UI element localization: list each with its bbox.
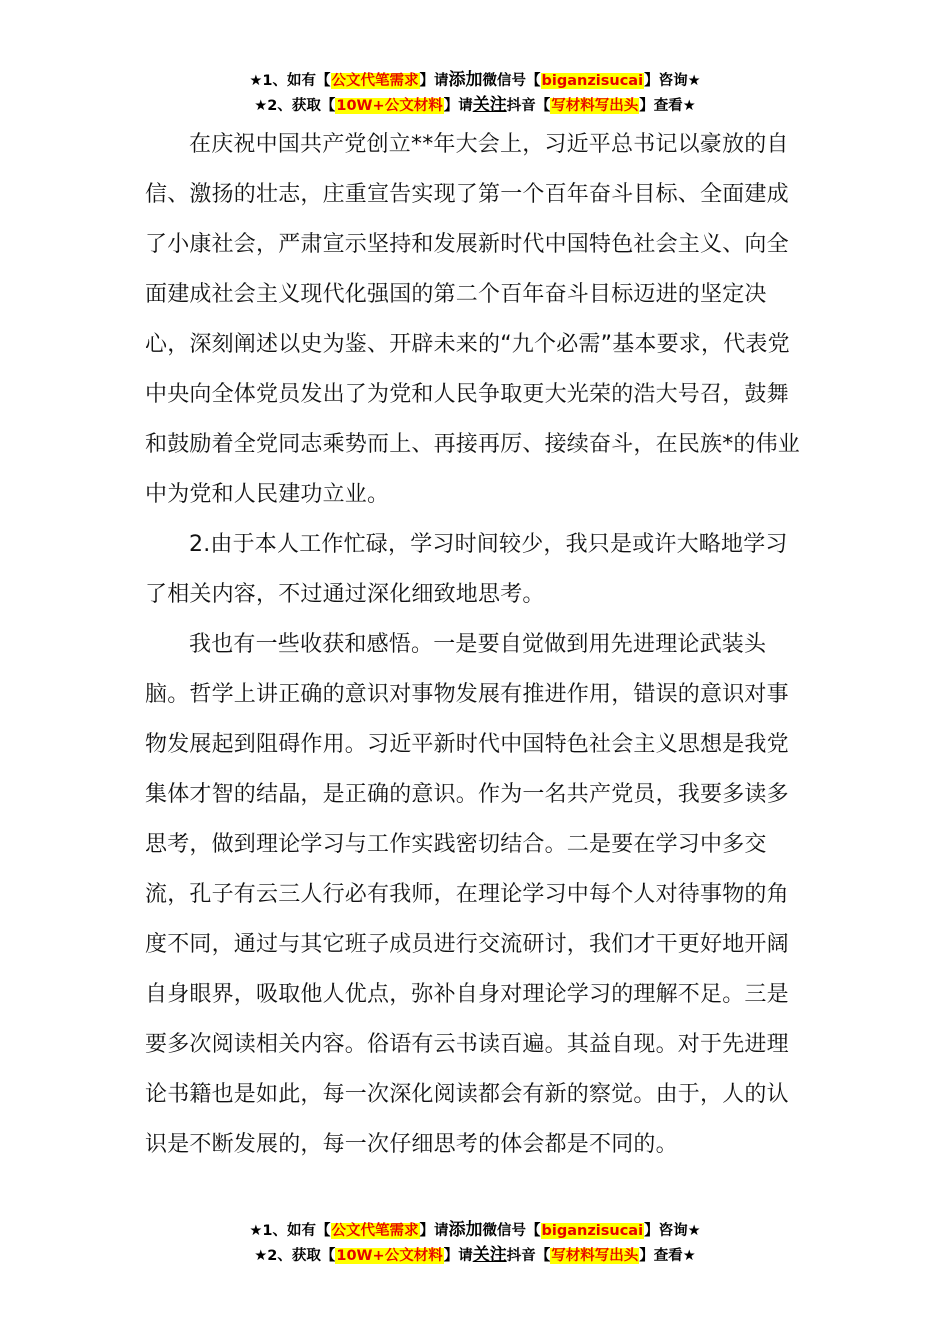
banner-text: 】请: [419, 73, 449, 89]
banner-line-1: [0, 68, 950, 93]
banner-highlight: biganzisucai: [541, 1223, 644, 1239]
banner-line-1: [0, 1218, 950, 1243]
paragraph-2: 2.由于本人工作忙碌，学习时间较少，我只是或许大略地学习了相关内容，不过通过深化细致地思考。: [145, 532, 788, 607]
banner-emphasis: 添加: [448, 70, 483, 90]
banner-text: 微信号【: [482, 73, 541, 89]
banner-line-2: [0, 1243, 950, 1268]
banner-emphasis: 添加: [448, 1220, 483, 1240]
header-banner: [0, 68, 950, 118]
banner-prefix: ★1、如有【: [249, 1223, 331, 1239]
document-body: [145, 120, 807, 1170]
banner-text: 抖音【: [506, 1248, 551, 1264]
banner-highlight: 10W+公文材料: [336, 98, 443, 114]
banner-emphasis: 关注: [472, 1245, 507, 1265]
banner-text: 】请: [443, 1248, 473, 1264]
banner-highlight: biganzisucai: [541, 73, 644, 89]
banner-line-2: [0, 93, 950, 118]
banner-highlight: 写材料写出头: [551, 1248, 639, 1264]
footer-banner: [0, 1218, 950, 1268]
paragraph-1: 在庆祝中国共产党创立**年大会上，习近平总书记以豪放的自信、激扬的壮志，庄重宣告实现了第一个百年奋斗目标、全面建成了小康社会，严肃宣示坚持和发展新时代中国特色社会主义、向全面建成社会主义现代化强国的第二个百年奋斗目标迈进的坚定决心，深刻阐述以史为鉴、开辟未来的“九个必需”基本要求，代表党中央向全体党员发出了为党和人民争取更大光荣的浩大号召，鼓舞和鼓励着全党同志乘势而上、再接再厉、接续奋斗，在民族*的伟业中为党和人民建功立业。: [145, 132, 801, 507]
banner-text: 抖音【: [506, 98, 551, 114]
banner-text: 】请: [443, 98, 473, 114]
paragraph-3: 我也有一些收获和感悟。一是要自觉做到用先进理论武装头脑。哲学上讲正确的意识对事物发展有推进作用，错误的意识对事物发展起到阻碍作用。习近平新时代中国特色社会主义思想是我党集体才智的结晶，是正确的意识。作为一名共产党员，我要多读多思考，做到理论学习与工作实践密切结合。二是要在学习中多交流，孔子有云三人行必有我师，在理论学习中每个人对待事物的角度不同，通过与其它班子成员进行交流研讨，我们才干更好地开阔自身眼界，吸取他人优点，弥补自身对理论学习的理解不足。三是要多次阅读相关内容。俗语有云书读百遍。其益自现。对于先进理论书籍也是如此，每一次深化阅读都会有新的察觉。由于，人的认识是不断发展的，每一次仔细思考的体会都是不同的。: [145, 632, 789, 1157]
banner-prefix: ★2、获取【: [254, 1248, 336, 1264]
banner-emphasis: 关注: [472, 95, 507, 115]
banner-suffix: 】查看★: [639, 1248, 696, 1264]
banner-highlight: 公文代笔需求: [331, 1223, 419, 1239]
banner-highlight: 写材料写出头: [551, 98, 639, 114]
banner-prefix: ★2、获取【: [254, 98, 336, 114]
banner-highlight: 公文代笔需求: [331, 73, 419, 89]
banner-suffix: 】咨询★: [644, 1223, 701, 1239]
banner-suffix: 】查看★: [639, 98, 696, 114]
banner-highlight: 10W+公文材料: [336, 1248, 443, 1264]
banner-suffix: 】咨询★: [644, 73, 701, 89]
banner-text: 】请: [419, 1223, 449, 1239]
banner-text: 微信号【: [482, 1223, 541, 1239]
banner-prefix: ★1、如有【: [249, 73, 331, 89]
